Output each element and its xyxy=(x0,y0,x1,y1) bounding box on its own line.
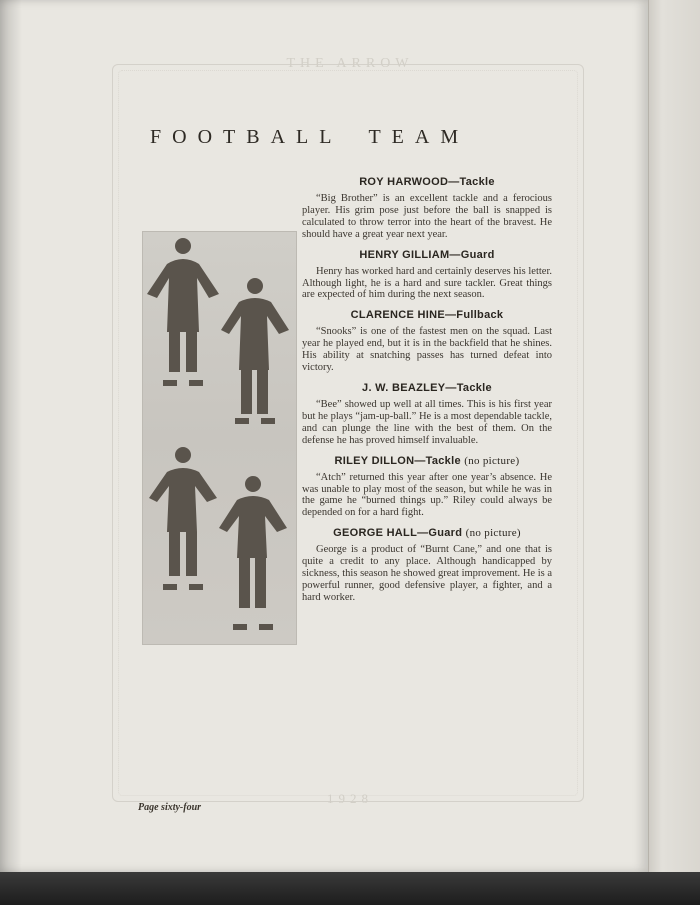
player-entry xyxy=(302,176,552,241)
player-entry xyxy=(302,249,552,302)
player-description: “Atch” returned this year after one year’s absence. He was unable to play most of the season, but while he was in the game he “burned things up.” Riley could always be depended on for a hard fight. xyxy=(302,471,552,519)
next-page-edge xyxy=(648,0,700,872)
book-bottom-edge xyxy=(0,872,700,905)
gutter-shadow xyxy=(0,0,22,872)
player-entry xyxy=(302,527,552,604)
player-note: (no picture) xyxy=(465,527,521,540)
title-word-football: FOOTBALL xyxy=(150,126,343,148)
title-word-team: TEAM xyxy=(368,126,470,148)
running-header: THE ARROW xyxy=(286,56,414,71)
player-name: HENRY GILLIAM—Guard xyxy=(359,248,495,261)
player-name: ROY HARWOOD—Tackle xyxy=(359,176,495,188)
player-entry xyxy=(302,382,552,447)
page-number: Page sixty-four xyxy=(138,802,202,813)
team-photo-figures xyxy=(143,232,296,644)
player-description: Henry has worked hard and certainly deserves his letter. Although light, he is a hard and sure tackler. Great things are expected of him during the next season. xyxy=(302,265,552,301)
player-name: RILEY DILLON—Tackle (no picture) xyxy=(334,454,520,467)
player-name: CLARENCE HINE—Fullback xyxy=(350,309,504,322)
player-name: J. W. BEAZLEY—Tackle xyxy=(362,381,492,394)
player-entry xyxy=(302,455,552,520)
player-description: “Bee” showed up well at all times. This is his first year but he plays “jam-up-ball.” He is a most dependable tackle, and can plunge the line with the best of them. On the defense he has proved himself invaluable. xyxy=(302,398,552,446)
player-entry xyxy=(302,309,552,374)
player-description: George is a product of “Burnt Cane,” and one that is quite a credit to any place. Although handicapped by sickness, this season he showed great improvement. He is a powerful runner, good defensive player, a fighter, and a hard worker. xyxy=(302,544,552,603)
player-description: “Snooks” is one of the fastest men on the squad. Last year he played end, but it is in the backfield that he shines. His ability at snatching passes has turned defeat into victory. xyxy=(302,326,552,374)
footer-year: 1928 xyxy=(327,791,373,806)
page-title xyxy=(150,126,550,149)
player-description: “Big Brother” is an excellent tackle and a ferocious player. His grim pose just before the ball is snapped is calculated to throw terror into the heart of the bravest. He should have a great year next year. xyxy=(302,193,552,240)
player-note: (no picture) xyxy=(464,454,520,467)
player-name: GEORGE HALL—Guard (no picture) xyxy=(333,527,521,540)
team-photo xyxy=(142,231,297,645)
player-list xyxy=(302,176,552,612)
